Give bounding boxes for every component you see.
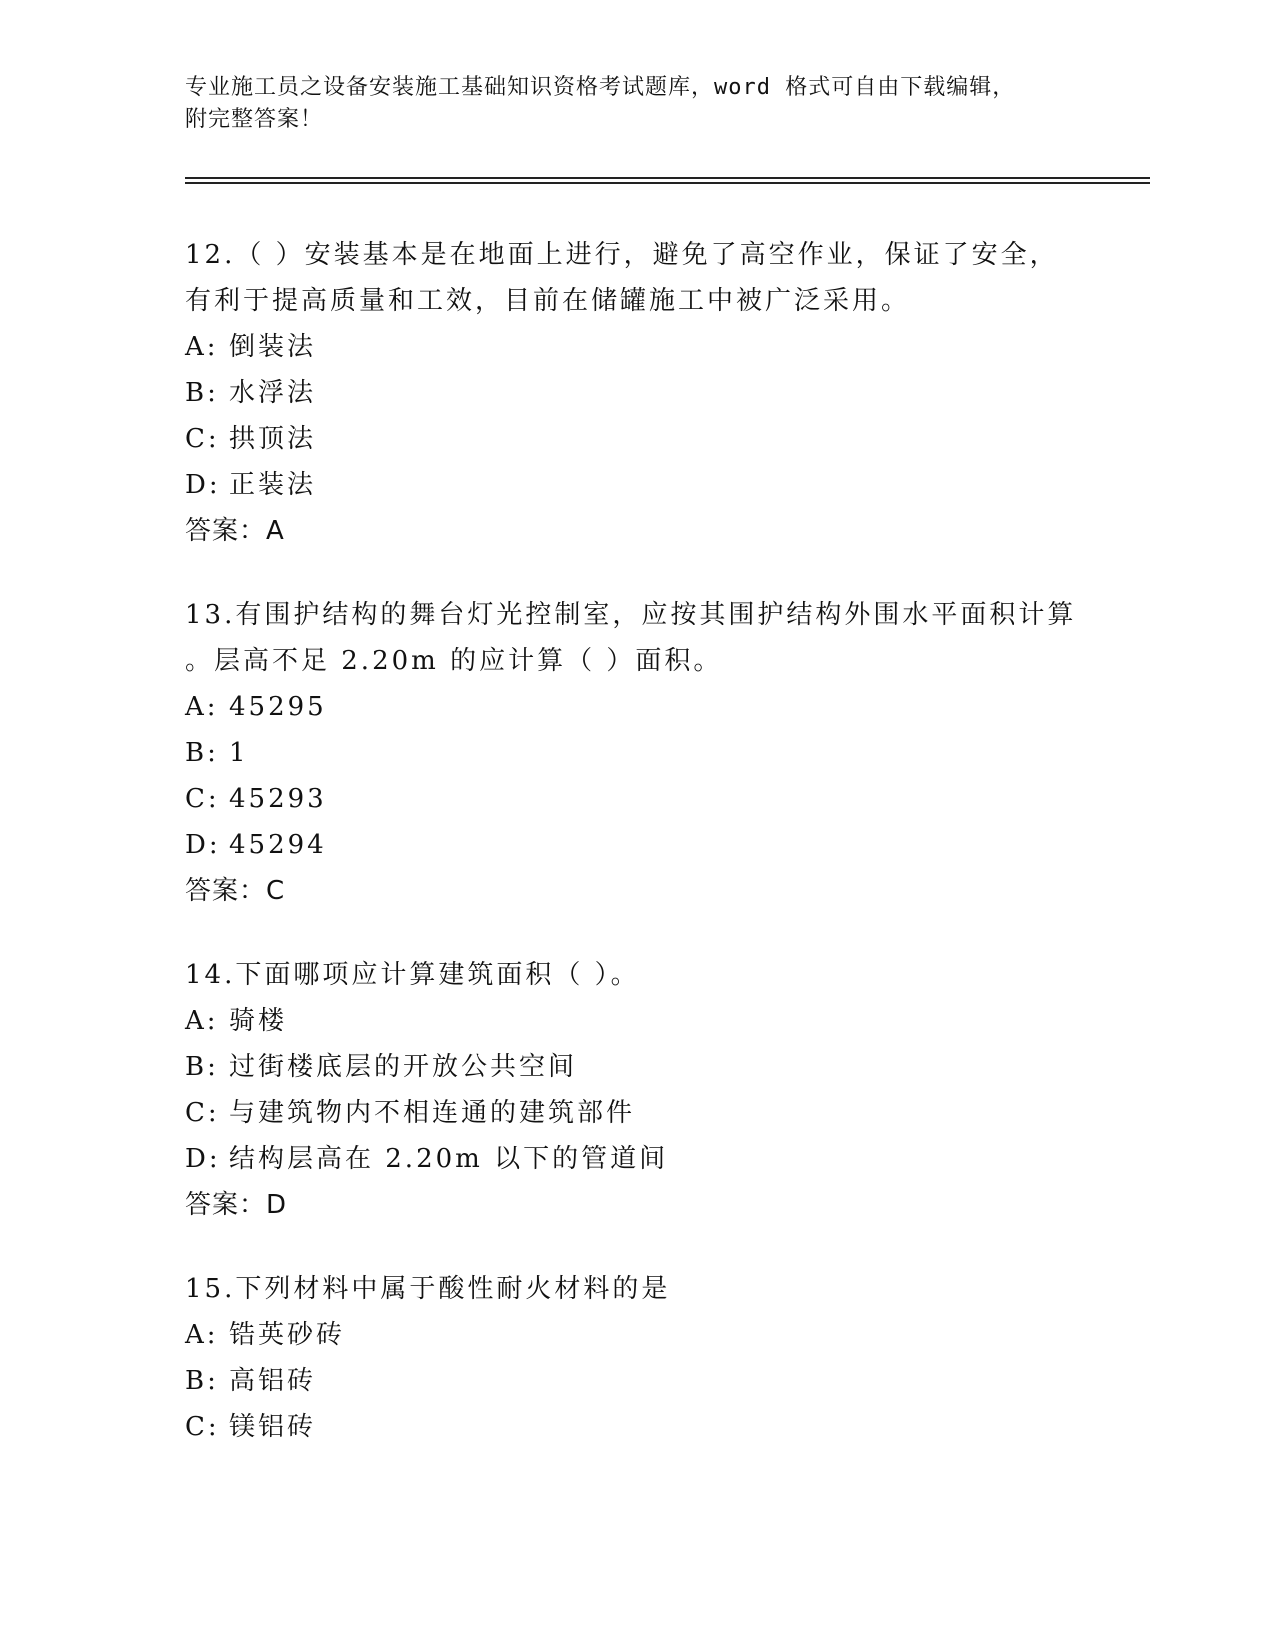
question-text [185, 592, 1105, 684]
option-a [185, 1312, 1105, 1358]
option-text: 骑楼 [229, 1006, 288, 1036]
option-key: C: [185, 1412, 220, 1442]
option-a [185, 684, 1105, 730]
option-b [185, 730, 1105, 776]
question-text-line-2: 有利于提高质量和工效，目前在储罐施工中被广泛采用。 [185, 286, 911, 316]
option-text: 镁铝砖 [229, 1412, 317, 1442]
option-text: 倒装法 [229, 332, 317, 362]
option-text: 正装法 [229, 470, 317, 500]
header-line-2: 附完整答案！ [185, 107, 324, 132]
option-key: D: [185, 830, 221, 860]
option-text: 过街楼底层的开放公共空间 [229, 1052, 578, 1082]
option-text: 1 [229, 738, 249, 768]
question-15 [185, 1266, 1105, 1450]
option-key: D: [185, 470, 221, 500]
option-b [185, 1044, 1105, 1090]
option-key: A: [185, 1006, 219, 1036]
option-d [185, 462, 1105, 508]
option-b [185, 1358, 1105, 1404]
option-key: C: [185, 784, 220, 814]
option-d [185, 1136, 1105, 1182]
question-text [185, 232, 1105, 324]
question-text-line-1: 15.下列材料中属于酸性耐火材料的是 [185, 1274, 671, 1304]
option-text: 与建筑物内不相连通的建筑部件 [229, 1098, 636, 1128]
option-c [185, 1404, 1105, 1450]
option-text: 45295 [229, 692, 327, 722]
option-key: D: [185, 1144, 221, 1174]
option-text: 45293 [229, 784, 327, 814]
option-key: A: [185, 332, 219, 362]
question-text-line-2: 。层高不足 2.20m 的应计算（ ）面积。 [185, 646, 723, 676]
option-key: C: [185, 424, 220, 454]
answer-line: 答案：D [185, 1190, 288, 1220]
option-text: 结构层高在 2.20m 以下的管道间 [229, 1144, 669, 1174]
option-d [185, 822, 1105, 868]
question-text [185, 952, 1105, 998]
question-list [185, 232, 1105, 1488]
option-key: C: [185, 1098, 220, 1128]
option-c [185, 776, 1105, 822]
question-text-line-1: 12.（ ）安装基本是在地面上进行，避免了高空作业，保证了安全， [185, 240, 1059, 270]
question-13 [185, 592, 1105, 914]
option-key: B: [185, 738, 219, 768]
option-text: 水浮法 [229, 378, 317, 408]
question-text-line-1: 13.有围护结构的舞台灯光控制室，应按其围护结构外围水平面积计算 [185, 600, 1077, 630]
option-key: B: [185, 1366, 219, 1396]
option-key: A: [185, 1320, 219, 1350]
option-b [185, 370, 1105, 416]
header-line-1: 专业施工员之设备安装施工基础知识资格考试题库，word 格式可自由下载编辑， [185, 75, 1016, 100]
header-divider-top [185, 177, 1150, 179]
question-text-line-1: 14.下面哪项应计算建筑面积（ ）。 [185, 960, 640, 990]
question-12 [185, 232, 1105, 554]
question-14 [185, 952, 1105, 1228]
option-c [185, 416, 1105, 462]
option-c [185, 1090, 1105, 1136]
option-key: A: [185, 692, 219, 722]
option-key: B: [185, 378, 219, 408]
option-text: 拱顶法 [229, 424, 317, 454]
option-text: 45294 [229, 830, 327, 860]
document-header [185, 72, 1065, 136]
header-divider-bottom [185, 182, 1150, 184]
option-text: 锆英砂砖 [229, 1320, 346, 1350]
option-a [185, 998, 1105, 1044]
answer-line: 答案：C [185, 876, 286, 906]
question-text [185, 1266, 1105, 1312]
option-key: B: [185, 1052, 219, 1082]
answer-line: 答案：A [185, 516, 285, 546]
option-text: 高铝砖 [229, 1366, 317, 1396]
option-a [185, 324, 1105, 370]
